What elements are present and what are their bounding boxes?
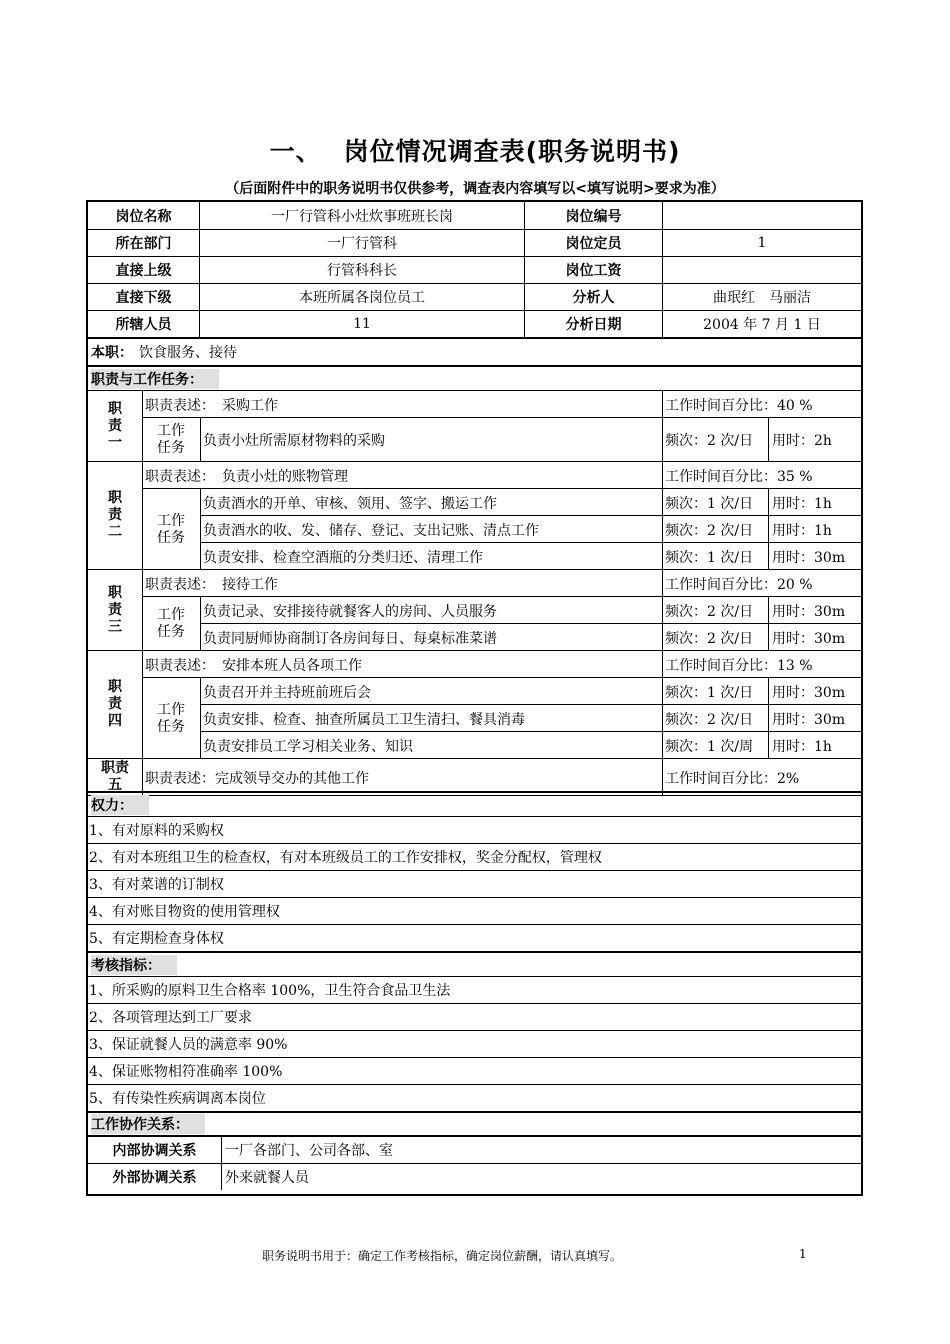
basic-value: 行管科科长 <box>199 256 524 283</box>
task-duration: 用时：30m <box>772 603 846 620</box>
duties-block <box>88 391 861 791</box>
power-item-text: 5、有定期检查身体权 <box>89 931 224 947</box>
kpi-header <box>88 953 861 976</box>
basic-label: 分析人 <box>524 283 662 310</box>
kpi-item <box>88 977 861 1004</box>
duty-label <box>88 651 142 759</box>
duty-time-percent: 工作时间百分比：13 % <box>665 657 813 674</box>
duty-label-text: 职 责 四 <box>108 679 122 729</box>
job-survey-table <box>86 200 863 1196</box>
task-text: 负责安排员工学习相关业务、知识 <box>203 738 413 755</box>
page-subtitle: （后面附件中的职务说明书仅供参考，调查表内容填写以<填写说明>要求为准） <box>225 181 725 197</box>
benzhi-label: 本职： <box>91 344 133 361</box>
kpi-item <box>88 1031 861 1058</box>
duty-time-percent: 工作时间百分比：2% <box>665 770 800 787</box>
coop-value: 一厂各部门、公司各部、室 <box>221 1137 861 1163</box>
duties-header-text: 职责与工作任务： <box>91 369 219 389</box>
kpi-item <box>88 1058 861 1085</box>
task-duration: 用时：1h <box>772 522 832 539</box>
grid-line <box>200 678 201 759</box>
duty-group <box>88 391 861 462</box>
kpi-item-text: 1、所采购的原料卫生合格率 100%，卫生符合食品卫生法 <box>89 983 451 999</box>
task-duration: 用时：30m <box>772 630 846 647</box>
duty-label <box>88 462 142 570</box>
basic-value: 11 <box>199 310 524 337</box>
basic-value: 一厂行管科小灶炊事班班长岗 <box>199 202 524 229</box>
benzhi-value: 饮食服务、接待 <box>139 344 237 361</box>
power-item <box>88 844 861 871</box>
page-number: 1 <box>799 1247 807 1261</box>
duty-label-text: 职责 五 <box>101 760 129 793</box>
coop-header-row <box>88 1113 861 1137</box>
coop-label: 内部协调关系 <box>112 1143 197 1159</box>
power-item <box>88 871 861 898</box>
basic-label: 所在部门 <box>115 235 172 252</box>
coop-label: 外部协调关系 <box>112 1170 197 1186</box>
task-duration: 用时：2h <box>772 433 832 449</box>
power-item-text: 2、有对本班组卫生的检查权，有对本班级员工的工作安排权，奖金分配权，管理权 <box>89 850 602 866</box>
powers-header-row <box>88 793 861 817</box>
basic-label: 岗位定员 <box>524 229 662 256</box>
task-text: 负责同厨师协商制订各房间每日、每桌标准菜谱 <box>203 630 497 647</box>
task-text: 负责记录、安排接待就餐客人的房间、人员服务 <box>203 603 497 620</box>
title-number: 一、 <box>269 137 322 166</box>
task-label: 工作 任务 <box>157 701 185 735</box>
kpi-item-text: 2、各项管理达到工厂要求 <box>89 1010 252 1026</box>
basic-row <box>88 202 861 230</box>
page-title <box>0 132 950 168</box>
kpi-item-text: 3、保证就餐人员的满意率 90% <box>89 1037 288 1053</box>
task-frequency: 频次：1 次/日 <box>665 495 754 512</box>
power-item <box>88 817 861 844</box>
kpi-item <box>88 1004 861 1031</box>
kpi-header-row <box>88 953 861 977</box>
grid-line <box>200 489 201 570</box>
task-text: 负责安排、检查空酒瓶的分类归还、清理工作 <box>203 549 483 566</box>
coop-header <box>88 1113 861 1135</box>
power-item-text: 3、有对菜谱的订制权 <box>89 877 224 893</box>
duty-group <box>88 462 861 570</box>
duty-label <box>88 570 142 651</box>
task-frequency: 频次：2 次/日 <box>665 711 754 728</box>
coop-value: 外来就餐人员 <box>221 1164 861 1190</box>
duty-desc: 职责表述： 接待工作 <box>145 576 278 593</box>
basic-row <box>88 310 861 339</box>
basic-value: 一厂行管科 <box>199 229 524 256</box>
basic-label: 岗位编号 <box>524 202 662 229</box>
basic-value: 1 <box>662 229 861 256</box>
basic-value: 曲珉红 马丽洁 <box>662 283 861 310</box>
power-item-text: 1、有对原料的采购权 <box>89 823 224 839</box>
grid-line <box>662 570 663 651</box>
benzhi-row <box>88 338 861 367</box>
duty-label-text: 职 责 三 <box>108 584 122 635</box>
task-label: 工作 任务 <box>157 423 185 456</box>
task-text: 负责酒水的收、发、储存、登记、支出记账、清点工作 <box>203 522 539 539</box>
grid-line <box>768 418 769 462</box>
coop-row <box>88 1137 861 1164</box>
title-text: 岗位情况调查表(职务说明书) <box>343 137 681 166</box>
powers-header-text: 权力： <box>91 795 149 815</box>
task-text: 负责酒水的开单、审核、领用、签字、搬运工作 <box>203 495 497 512</box>
duty-time-percent: 工作时间百分比：20 % <box>665 576 813 593</box>
grid-line <box>200 597 201 651</box>
basic-value <box>662 256 861 283</box>
grid-line <box>768 489 769 570</box>
duty-desc: 职责表述：完成领导交办的其他工作 <box>145 770 369 787</box>
duty-time-percent: 工作时间百分比：40 % <box>665 397 813 414</box>
duty-label <box>88 391 142 462</box>
basic-label: 所辖人员 <box>115 316 172 333</box>
task-text: 负责安排、检查、抽查所属员工卫生清扫、餐具消毒 <box>203 711 525 728</box>
basic-value: 2004 年 7 月 1 日 <box>662 310 861 337</box>
basic-label: 直接上级 <box>115 262 172 279</box>
grid-line <box>768 678 769 759</box>
duty-group <box>88 570 861 651</box>
duty-group <box>88 651 861 759</box>
duty-desc: 职责表述： 采购工作 <box>145 397 278 414</box>
task-frequency: 频次：2 次/日 <box>665 433 754 449</box>
basic-row <box>88 256 861 284</box>
task-frequency: 频次：2 次/日 <box>665 603 754 620</box>
duties-header <box>88 367 861 390</box>
basic-label: 分析日期 <box>524 310 662 337</box>
grid-line <box>662 391 663 462</box>
basic-label: 直接下级 <box>115 289 172 306</box>
task-frequency: 频次：1 次/日 <box>665 549 754 566</box>
benzhi-cell <box>91 338 237 365</box>
footer-note: 职务说明书用于：确定工作考核指标，确定岗位薪酬，请认真填写。 <box>262 1249 623 1263</box>
task-frequency: 频次：1 次/日 <box>665 684 754 701</box>
duty-desc: 职责表述： 负责小灶的账物管理 <box>145 468 348 485</box>
duty-desc: 职责表述： 安排本班人员各项工作 <box>145 657 362 674</box>
task-frequency: 频次：2 次/日 <box>665 630 754 647</box>
duty-time-percent: 工作时间百分比：35 % <box>665 468 813 485</box>
duty-label-text: 职 责 一 <box>108 400 122 451</box>
power-item <box>88 925 861 953</box>
basic-label: 岗位工资 <box>524 256 662 283</box>
basic-label: 岗位名称 <box>115 208 172 225</box>
powers-header <box>88 793 861 816</box>
power-item <box>88 898 861 925</box>
task-duration: 用时：1h <box>772 738 832 755</box>
coop-header-text: 工作协作关系： <box>91 1114 205 1134</box>
task-duration: 用时：1h <box>772 495 832 512</box>
task-frequency: 频次：2 次/日 <box>665 522 754 539</box>
coop-row <box>88 1164 861 1190</box>
kpi-header-text: 考核指标： <box>91 955 177 975</box>
grid-line <box>662 462 663 570</box>
kpi-item <box>88 1085 861 1113</box>
duty-label-text: 职 责 二 <box>108 490 122 540</box>
task-label: 工作 任务 <box>157 607 185 640</box>
basic-value <box>662 202 861 229</box>
kpi-item-text: 4、保证账物相符准确率 100% <box>89 1064 283 1080</box>
grid-line <box>768 597 769 651</box>
basic-row <box>88 229 861 257</box>
kpi-item-text: 5、有传染性疾病调离本岗位 <box>89 1091 266 1107</box>
grid-line <box>200 418 201 462</box>
task-label: 工作 任务 <box>157 512 185 546</box>
basic-row <box>88 283 861 311</box>
grid-line <box>662 651 663 759</box>
task-duration: 用时：30m <box>772 711 846 728</box>
task-duration: 用时：30m <box>772 684 846 701</box>
basic-value: 本班所属各岗位员工 <box>199 283 524 310</box>
duties-header-row <box>88 367 861 391</box>
power-item-text: 4、有对账目物资的使用管理权 <box>89 904 280 920</box>
task-duration: 用时：30m <box>772 549 846 566</box>
task-text: 负责召开并主持班前班后会 <box>203 684 371 701</box>
task-text: 负责小灶所需原材物料的采购 <box>203 433 385 449</box>
task-frequency: 频次：1 次/周 <box>665 738 754 755</box>
